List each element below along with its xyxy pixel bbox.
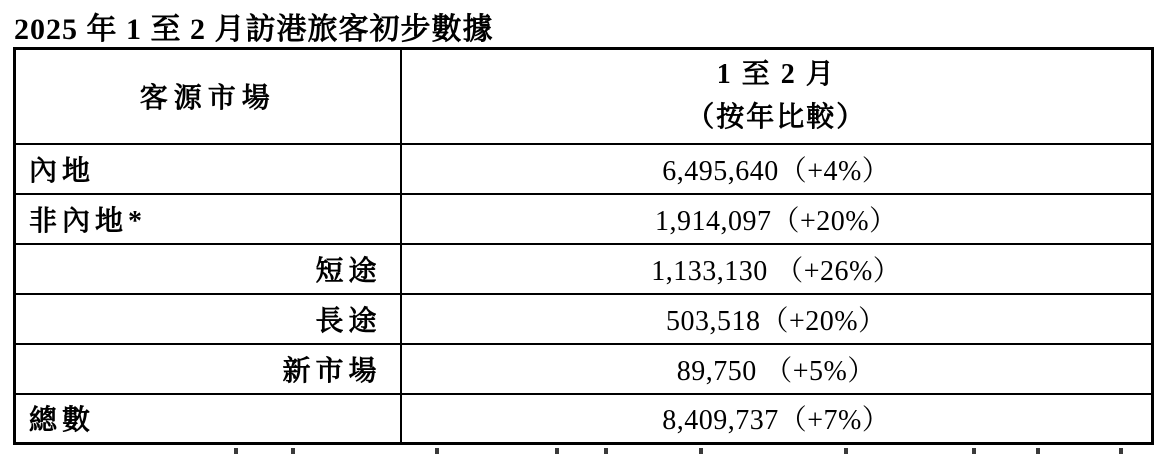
header-period-line2: （按年比較） [686,102,867,134]
table-header-row [15,49,1153,144]
header-cell-source-market: 客源市場 [15,49,401,144]
clipped-footnote-stroke-tops [0,449,2,453]
table-row-long-haul [15,294,1153,344]
market-cell: 總數 [15,394,401,444]
table-row-non-mainland [15,194,1153,244]
header-cell-period [401,49,1153,144]
value-cell: 503,518（+20%） [401,294,1153,344]
market-cell: 內地 [15,144,401,194]
table-row-mainland [15,144,1153,194]
market-cell: 非內地* [15,194,401,244]
market-cell: 長途 [15,294,401,344]
table-row-short-haul [15,244,1153,294]
value-cell: 8,409,737（+7%） [401,394,1153,444]
value-cell: 89,750 （+5%） [401,344,1153,394]
table-row-total [15,394,1153,444]
table-row-new-markets [15,344,1153,394]
visitor-arrivals-table [13,47,1154,445]
market-cell: 新市場 [15,344,401,394]
value-cell: 6,495,640（+4%） [401,144,1153,194]
page-title: 2025 年 1 至 2 月訪港旅客初步數據 [14,13,494,46]
value-cell: 1,133,130 （+26%） [401,244,1153,294]
value-cell: 1,914,097（+20%） [401,194,1153,244]
header-period-line1: 1 至 2 月 [716,58,836,90]
market-cell: 短途 [15,244,401,294]
